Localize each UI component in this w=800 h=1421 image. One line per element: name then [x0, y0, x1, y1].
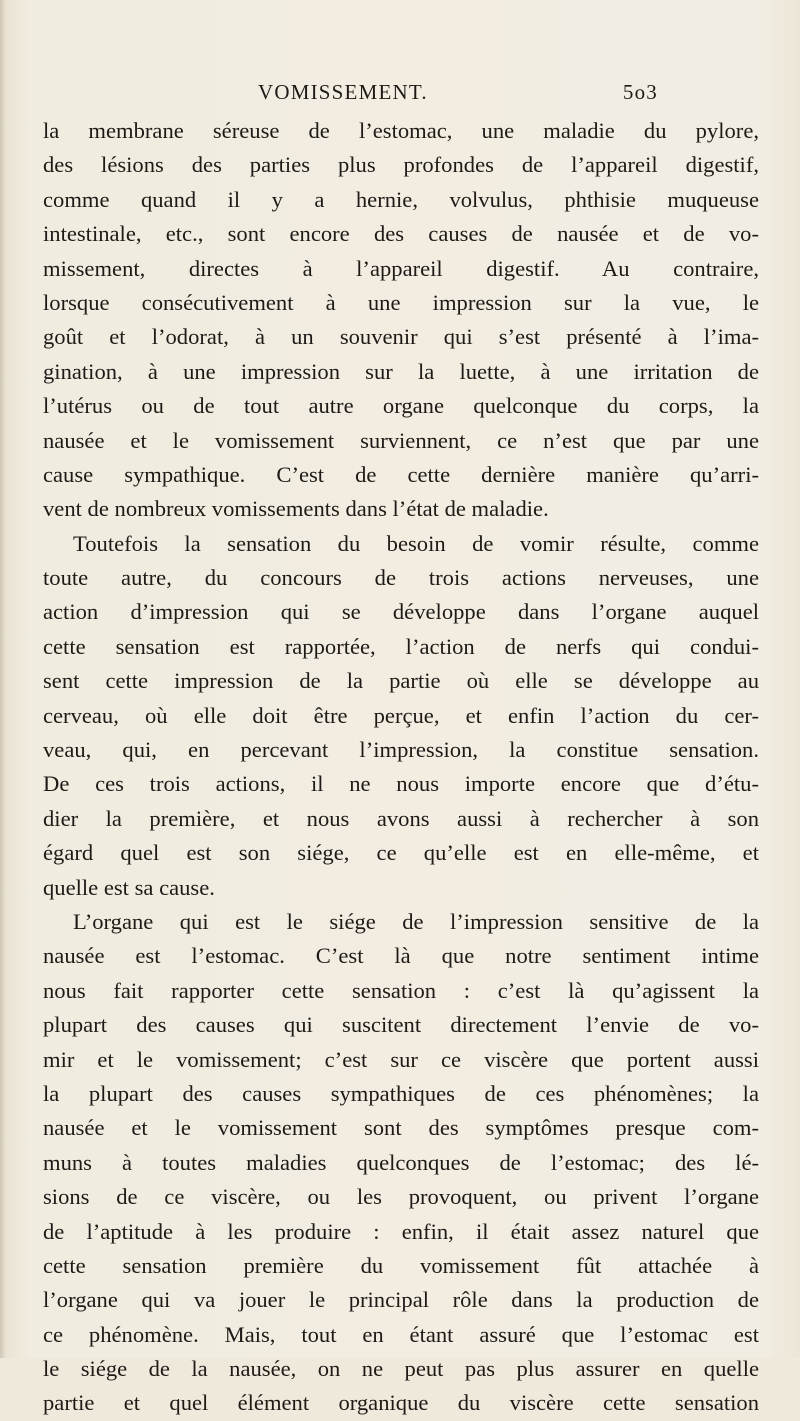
text-line: dier la première, et nous avons aussi à rechercher à son — [43, 805, 759, 831]
page-header — [258, 80, 658, 108]
text-line: nous fait rapporter cette sensation : c’est là qu’agissent la — [43, 977, 759, 1003]
text-line: lorsque consécutivement à une impression sur la vue, le — [43, 289, 759, 315]
text-line: cette sensation est rapportée, l’action de nerfs qui condui- — [43, 633, 759, 659]
text-line: Toutefois la sensation du besoin de vomir résulte, comme — [73, 530, 759, 556]
text-line: intestinale, etc., sont encore des causes de nausée et de vo- — [43, 221, 759, 247]
text-line: de l’aptitude à les produire : enfin, il était assez naturel que — [43, 1218, 759, 1244]
text-line: quelle est sa cause. — [43, 874, 215, 900]
text-line: gination, à une impression sur la luette, à une irritation de — [43, 358, 759, 384]
text-line: cette sensation première du vomissement fût attachée à — [43, 1252, 759, 1278]
text-line: action d’impression qui se développe dans l’organe auquel — [43, 599, 759, 625]
text-line: vent de nombreux vomissements dans l’état de maladie. — [43, 496, 549, 522]
text-line: nausée et le vomissement surviennent, ce n’est que par une — [43, 427, 759, 453]
text-line: l’utérus ou de tout autre organe quelconque du corps, la — [43, 393, 759, 419]
text-line: sent cette impression de la partie où elle se développe au — [43, 668, 759, 694]
text-line: mir et le vomissement; c’est sur ce viscère que portent aussi — [43, 1046, 759, 1072]
text-line: la membrane séreuse de l’estomac, une maladie du pylore, — [43, 118, 759, 143]
text-line: cause sympathique. C’est de cette dernière manière qu’arri- — [43, 461, 759, 487]
text-line: ce phénomène. Mais, tout en étant assuré que l’estomac est — [43, 1321, 759, 1347]
page-binding-edge — [0, 0, 6, 1358]
body-text — [43, 114, 759, 1421]
text-line: toute autre, du concours de trois actions nerveuses, une — [43, 565, 759, 591]
page-number: 5o3 — [622, 80, 658, 104]
text-line: cerveau, où elle doit être perçue, et enfin l’action du cer- — [43, 702, 759, 728]
text-line: plupart des causes qui suscitent directement l’envie de vo- — [43, 1012, 759, 1038]
text-line: nausée et le vomissement sont des symptômes presque com- — [43, 1115, 759, 1141]
text-line: veau, qui, en percevant l’impression, la constitue sensation. — [43, 737, 759, 763]
text-line: missement, directes à l’appareil digestif. Au contraire, — [43, 255, 759, 281]
text-line: partie et quel élément organique du viscère cette sensation — [43, 1390, 759, 1416]
text-line: le siége de la nausée, on ne peut pas plus assurer en quelle — [43, 1356, 759, 1382]
text-line: L’organe qui est le siége de l’impression sensitive de la — [73, 908, 759, 934]
text-line: l’organe qui va jouer le principal rôle dans la production de — [43, 1287, 759, 1313]
text-line: De ces trois actions, il ne nous importe encore que d’étu- — [43, 771, 759, 797]
text-line: goût et l’odorat, à un souvenir qui s’est présenté à l’ima- — [43, 324, 759, 350]
text-line: comme quand il y a hernie, volvulus, phthisie muqueuse — [43, 186, 759, 212]
text-line: muns à toutes maladies quelconques de l’estomac; des lé- — [43, 1149, 759, 1175]
running-title: VOMISSEMENT. — [258, 80, 428, 104]
text-line: égard quel est son siége, ce qu’elle est en elle-même, et — [43, 840, 759, 866]
text-line: des lésions des parties plus profondes de l’appareil digestif, — [43, 152, 759, 178]
text-line: sions de ce viscère, ou les provoquent, ou privent l’organe — [43, 1184, 759, 1210]
text-line: nausée est l’estomac. C’est là que notre sentiment intime — [43, 943, 759, 969]
text-line: la plupart des causes sympathiques de ces phénomènes; la — [43, 1080, 759, 1106]
